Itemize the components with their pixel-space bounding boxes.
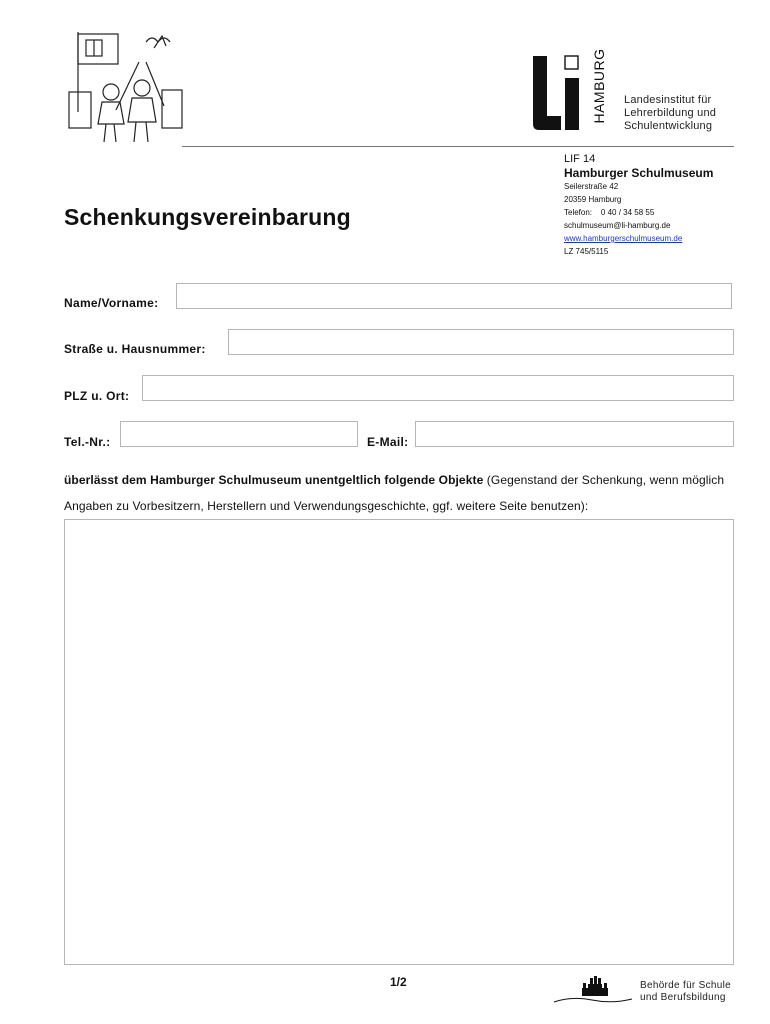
- authority-line: und Berufsbildung: [640, 992, 726, 1003]
- email-label: E-Mail:: [367, 435, 409, 449]
- authority-name: [640, 980, 731, 1004]
- website-link[interactable]: www.hamburgerschulmuseum.de: [564, 234, 683, 243]
- email: schulmuseum@li-hamburg.de: [564, 221, 671, 230]
- phone-label: Telefon:: [564, 208, 593, 217]
- page-number: 1/2: [390, 975, 407, 989]
- name-input[interactable]: [176, 283, 732, 309]
- museum-address: [564, 153, 713, 258]
- institute-name: [624, 94, 716, 133]
- city-label: PLZ u. Ort:: [64, 389, 130, 403]
- description-bold: überlässt dem Hamburger Schulmuseum unentgeltlich folgende Objekte: [64, 473, 484, 487]
- phone: [564, 206, 713, 219]
- museum-name: Hamburger Schulmuseum: [564, 166, 714, 180]
- city-input[interactable]: [142, 375, 734, 401]
- city: 20359 Hamburg: [564, 195, 622, 204]
- objects-textarea[interactable]: [64, 519, 734, 965]
- institute-line: Lehrerbildung und: [624, 107, 717, 119]
- hamburg-crest-icon: [552, 974, 634, 1008]
- office-code: LIF 14: [564, 153, 596, 165]
- authority-line: Behörde für Schule: [640, 980, 732, 991]
- phone-number: 0 40 / 34 58 55: [600, 208, 655, 217]
- li-hamburg-logo: [533, 48, 615, 130]
- email-input[interactable]: [415, 421, 734, 447]
- logo-hamburg-text: HAMBURG: [591, 48, 607, 124]
- document-title: Schenkungsvereinbarung: [64, 204, 351, 230]
- institute-line: Landesinstitut für: [624, 94, 712, 106]
- header-divider: [182, 146, 734, 147]
- street-input[interactable]: [228, 329, 734, 355]
- phone-input[interactable]: [120, 421, 358, 447]
- donation-description: [64, 467, 744, 519]
- institute-line: Schulentwicklung: [624, 120, 713, 132]
- phone-label: Tel.-Nr.:: [64, 435, 111, 449]
- street-label: Straße u. Hausnummer:: [64, 342, 206, 356]
- street: Seilerstraße 42: [564, 182, 619, 191]
- name-label: Name/Vorname:: [64, 296, 159, 310]
- description-normal: (Gegenstand der Schenkung, wenn möglich Angaben zu Vorbesitzern, Herstellern und Verwendungsgeschichte, ggf. weitere Seite benutzen):: [64, 473, 725, 513]
- school-children-illustration: [64, 22, 184, 148]
- lz-number: LZ 745/5115: [564, 247, 609, 256]
